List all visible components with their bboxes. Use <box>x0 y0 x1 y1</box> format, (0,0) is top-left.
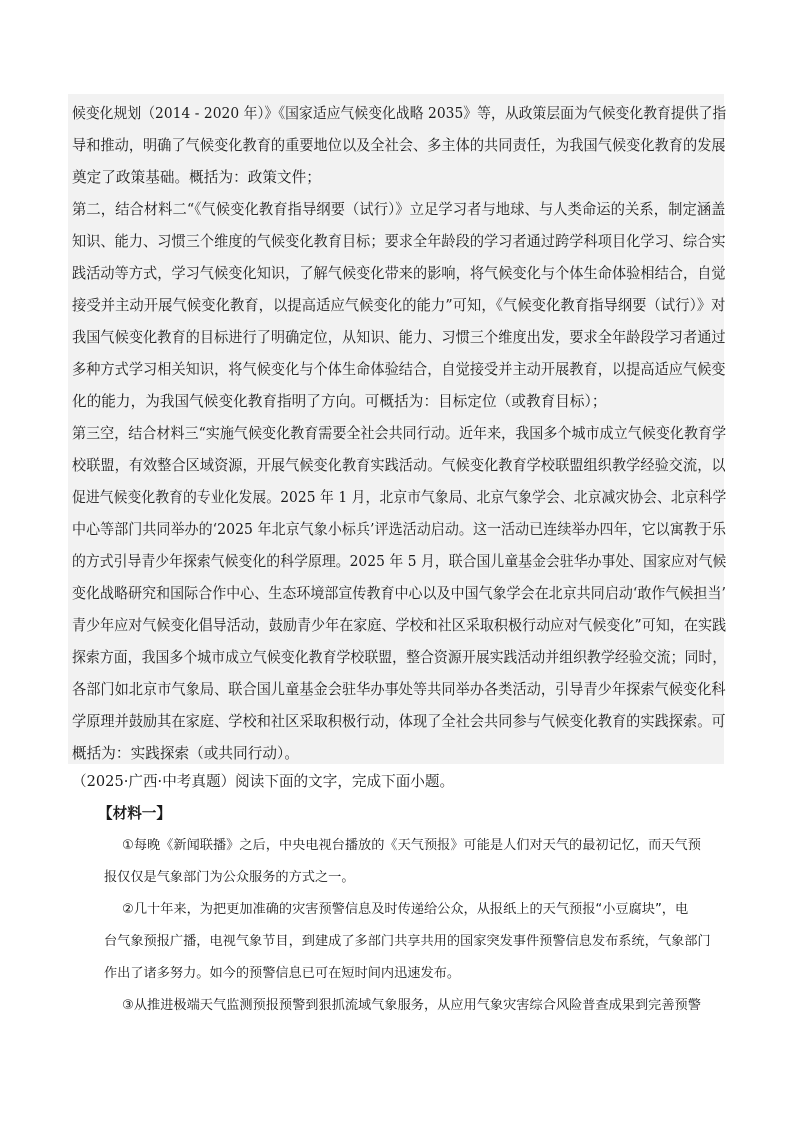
answer-line: 促进气候变化教育的专业化发展。2025 年 1 月，北京市气象局、北京气象学会、北京减灾协会、北京科学 <box>72 489 727 506</box>
material-paragraph-line: 台气象预报广播，电视气象节目，到建成了多部门共享共用的国家突发事件预警信息发布系统，气象部门 <box>104 934 711 949</box>
answer-line: 第三空，结合材料三“实施气候变化教育需要全社会共同行动。近年来，我国多个城市成立气候变化教育学 <box>72 425 727 442</box>
answer-line: 化的能力，为我国气候变化教育指明了方向。可概括为：目标定位（或教育目标）； <box>72 393 607 410</box>
answer-line: 学原理并鼓励其在家庭、学校和社区采取积极行动，体现了全社会共同参与气候变化教育的实践探索。可 <box>72 713 726 730</box>
answer-line: 中心等部门共同举办的‘2025 年北京气象小标兵’评选活动启动。这一活动已连续举办四年，它以寓教于乐 <box>72 521 727 538</box>
answer-line: 我国气候变化教育的目标进行了明确定位，从知识、能力、习惯三个维度出发，要求全年龄段学习者通过 <box>72 329 726 346</box>
material-paragraph-line: ②几十年来，为把更加准确的灾害预警信息及时传递给公众，从报纸上的天气预报“小豆腐块”，电 <box>122 902 689 917</box>
answer-line: 候变化规划（2014 - 2020 年）》《国家适应气候变化战略 2035》等，从政策层面为气候变化教育提供了指 <box>72 105 727 122</box>
material-paragraph-line: ③从推进极端天气监测预报预警到狠抓流域气象服务，从应用气象灾害综合风险普查成果到完善预警 <box>122 998 701 1013</box>
answer-line: 概括为：实践探索（或共同行动）。 <box>72 745 300 762</box>
material-paragraph-line: ①每晚《新闻联播》之后，中央电视台播放的《天气预报》可能是人们对天气的最初记忆，而天气预 <box>122 838 701 853</box>
question-intro: （2025·广西·中考真题）阅读下面的文字，完成下面小题。 <box>72 773 455 790</box>
answer-line: 导和推动，明确了气候变化教育的重要地位以及全社会、多主体的共同责任，为我国气候变化教育的发展 <box>72 137 726 154</box>
material-title: 【材料一】 <box>98 805 171 822</box>
answer-line: 青少年应对气候变化倡导活动，鼓励青少年在家庭、学校和社区采取积极行动应对气候变化”可知，在实践 <box>72 617 727 634</box>
answer-line: 各部门如北京市气象局、联合国儿童基金会驻华办事处等共同举办各类活动，引导青少年探索气候变化科 <box>72 681 726 698</box>
answer-line: 践活动等方式，学习气候变化知识，了解气候变化带来的影响，将气候变化与个体生命体验相结合，自觉 <box>72 265 726 282</box>
answer-line: 校联盟，有效整合区域资源，开展气候变化教育实践活动。气候变化教育学校联盟组织教学经验交流，以 <box>72 457 726 474</box>
answer-line: 变化战略研究和国际合作中心、生态环境部宣传教育中心以及中国气象学会在北京共同启动‘敢作气候担当’ <box>72 585 726 602</box>
answer-line: 多种方式学习相关知识，将气候变化与个体生命体验结合，自觉接受并主动开展教育，以提高适应气候变 <box>72 361 726 378</box>
answer-line: 奠定了政策基础。概括为：政策文件； <box>72 169 321 186</box>
material-paragraph-line: 报仅仅是气象部门为公众服务的方式之一。 <box>104 870 355 885</box>
answer-line: 接受并主动开展气候变化教育，以提高适应气候变化的能力”可知，《气候变化教育指导纲要（试行）》对 <box>72 297 726 314</box>
answer-line: 知识、能力、习惯三个维度的气候变化教育目标；要求全年龄段的学习者通过跨学科项目化学习、综合实 <box>72 233 726 250</box>
answer-line: 第二，结合材料二“《气候变化教育指导纲要（试行）》立足学习者与地球、与人类命运的关系，制定涵盖 <box>72 201 726 218</box>
answer-line: 的方式引导青少年探索气候变化的科学原理。2025 年 5 月，联合国儿童基金会驻华办事处、国家应对气候 <box>72 553 727 570</box>
answer-line: 探索方面，我国多个城市成立气候变化教育学校联盟，整合资源开展实践活动并组织教学经验交流；同时， <box>72 649 727 666</box>
material-paragraph-line: 作出了诸多努力。如今的预警信息已可在短时间内迅速发布。 <box>104 966 461 981</box>
